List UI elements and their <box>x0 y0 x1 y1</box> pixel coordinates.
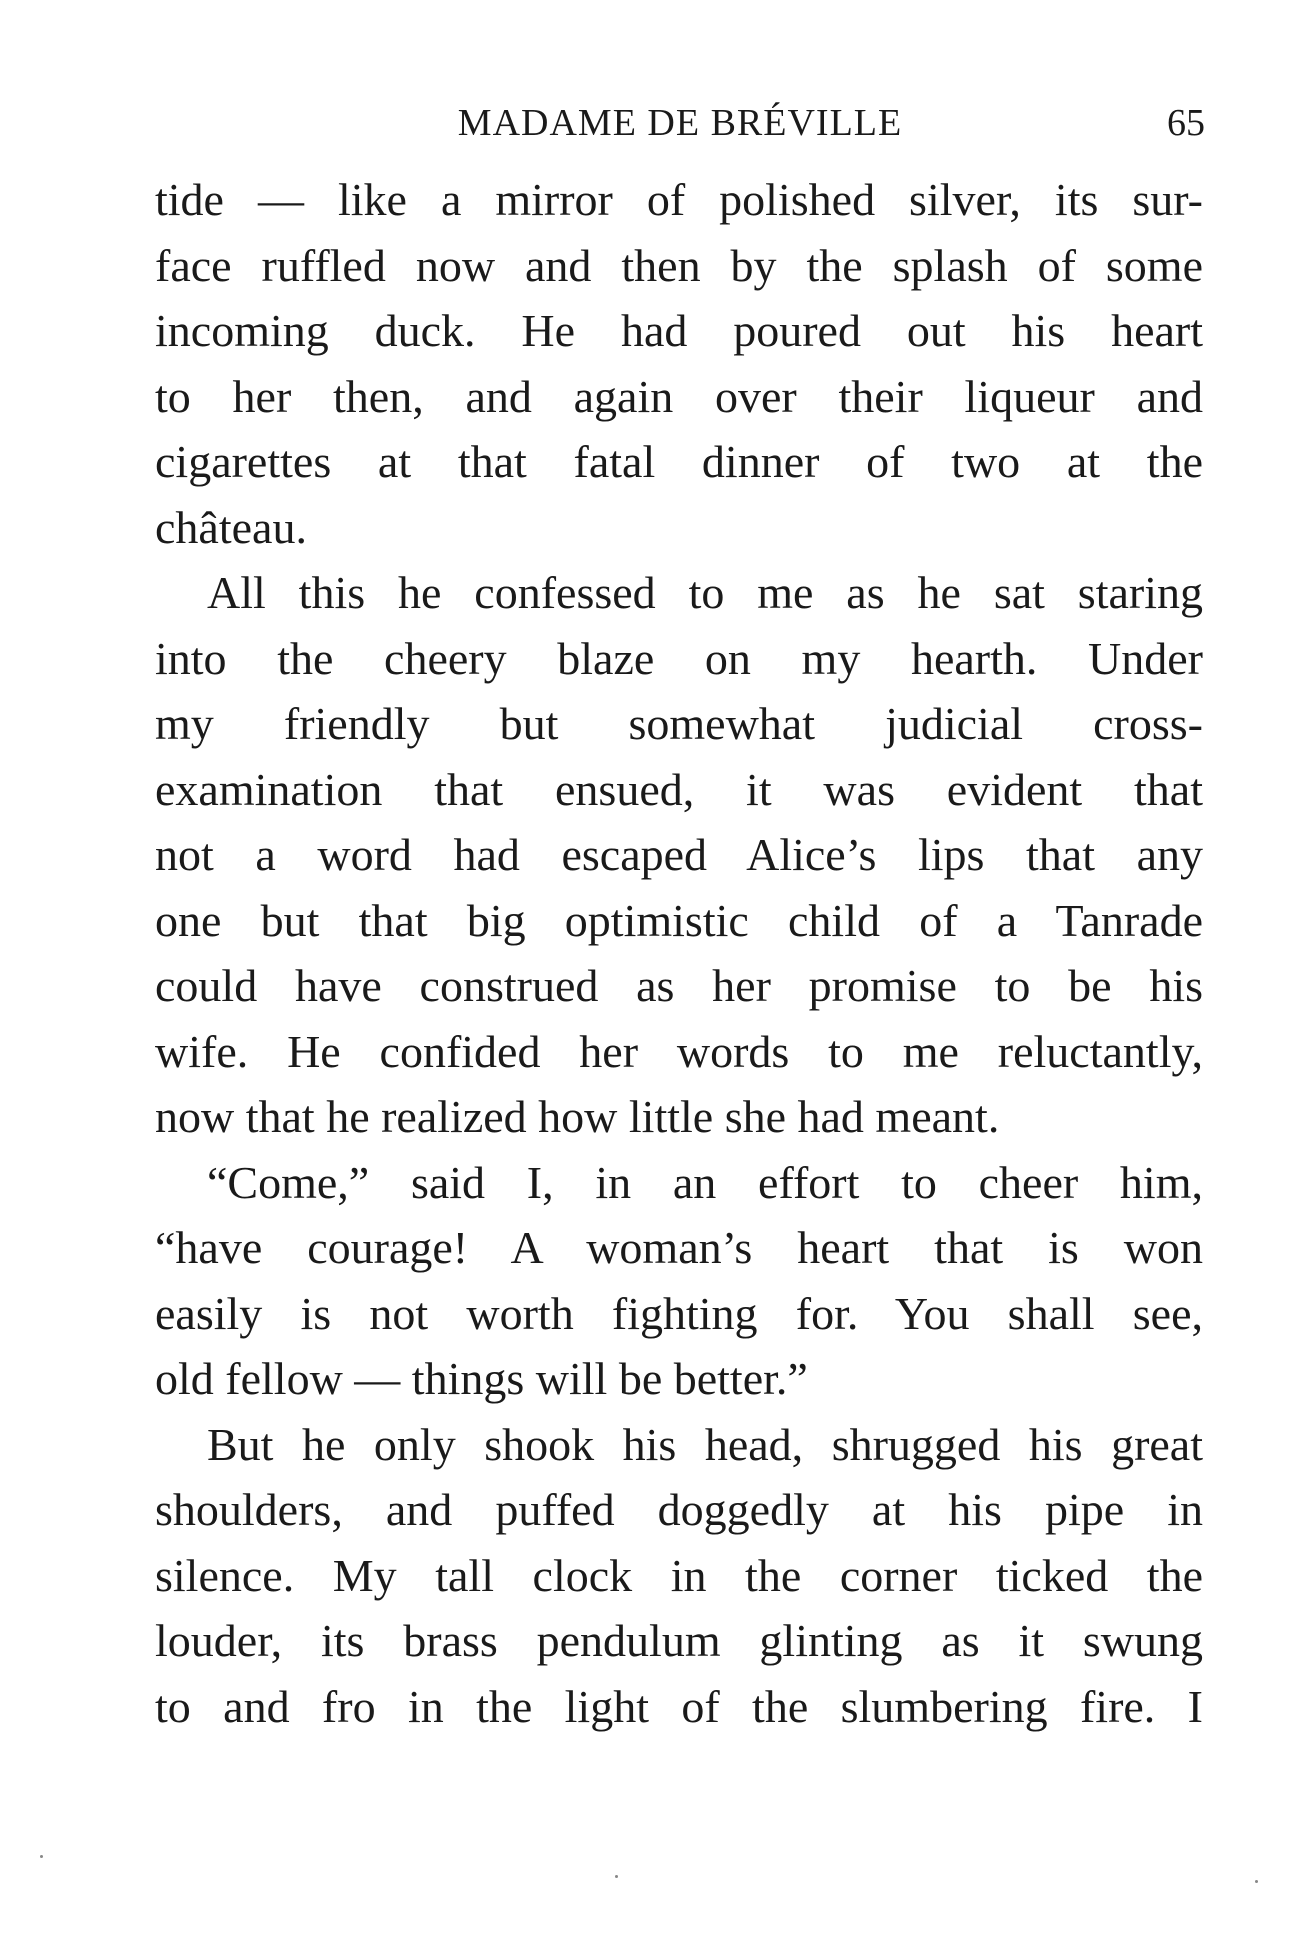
text-line: examination that ensued, it was evident that <box>155 763 1203 815</box>
paper-speck <box>1255 1880 1258 1883</box>
text-line: All this he confessed to me as he sat staring <box>207 567 1203 618</box>
text-line: to her then, and again over their liqueur and <box>155 370 1203 422</box>
text-line: tide — like a mirror of polished silver, its sur- <box>155 174 1203 225</box>
running-title: MADAME DE BRÉVILLE <box>457 102 903 144</box>
text-line: wife. He confided her words to me reluctantly, <box>155 1025 1203 1077</box>
text-line: “Come,” said I, in an effort to cheer him, <box>207 1156 1203 1208</box>
text-line: to and fro in the light of the slumbering fire. I <box>155 1680 1203 1732</box>
text-line: face ruffled now and then by the splash of some <box>155 239 1203 291</box>
text-line: old fellow — things will be better.” <box>155 1353 808 1404</box>
text-line: my friendly but somewhat judicial cross- <box>155 698 1203 749</box>
text-line: “have courage! A woman’s heart that is won <box>155 1222 1203 1273</box>
text-line: louder, its brass pendulum glinting as it swung <box>155 1615 1203 1666</box>
paper-speck <box>615 1875 618 1878</box>
text-line: shoulders, and puffed doggedly at his pipe in <box>155 1484 1203 1535</box>
text-line: one but that big optimistic child of a Tanrade <box>155 894 1203 946</box>
text-line: could have construed as her promise to be his <box>155 960 1203 1011</box>
text-line: incoming duck. He had poured out his heart <box>155 305 1203 356</box>
text-line: easily is not worth fighting for. You shall see, <box>155 1287 1203 1339</box>
paper-speck <box>40 1855 43 1858</box>
page-header <box>155 98 1205 148</box>
text-line: cigarettes at that fatal dinner of two at the <box>155 436 1203 487</box>
text-line: not a word had escaped Alice’s lips that any <box>155 829 1203 880</box>
text-line: into the cheery blaze on my hearth. Under <box>155 632 1203 684</box>
text-line: now that he realized how little she had meant. <box>155 1091 1000 1142</box>
text-line: château. <box>155 501 307 553</box>
text-line: But he only shook his head, shrugged his great <box>207 1418 1203 1470</box>
page-number: 65 <box>1167 102 1205 144</box>
body-text <box>155 167 1203 1739</box>
text-line: silence. My tall clock in the corner ticked the <box>155 1549 1203 1601</box>
